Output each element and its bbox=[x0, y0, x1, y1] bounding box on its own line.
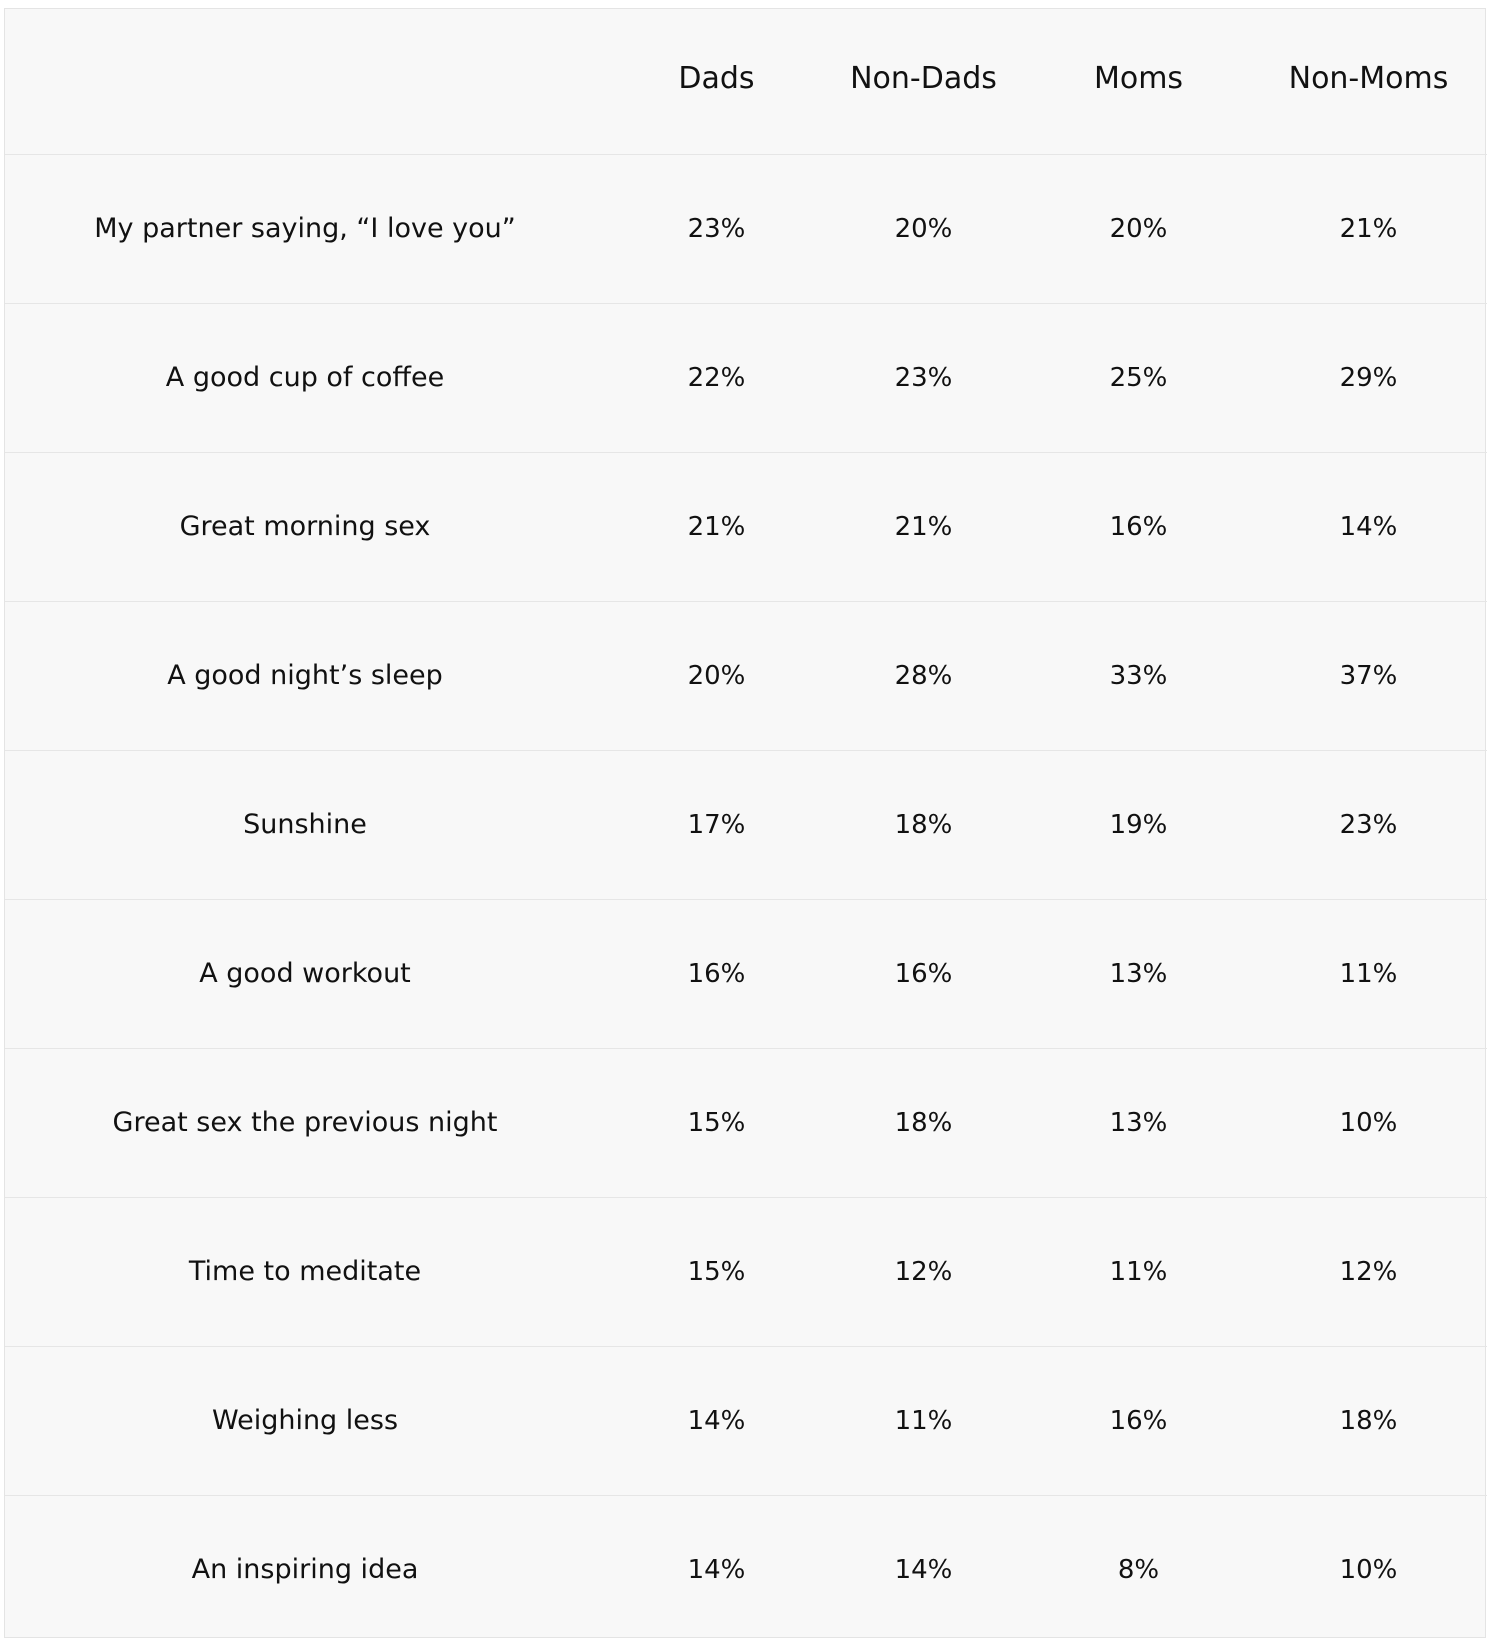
cell-non-dads: 20% bbox=[820, 154, 1027, 303]
comparison-table-container bbox=[4, 8, 1486, 1638]
cell-moms: 13% bbox=[1027, 899, 1250, 1048]
row-label: Weighing less bbox=[5, 1346, 613, 1495]
column-header-non-dads: Non-Dads bbox=[820, 9, 1027, 154]
column-header-dads: Dads bbox=[613, 9, 820, 154]
cell-dads: 15% bbox=[613, 1048, 820, 1197]
row-label: My partner saying, “I love you” bbox=[5, 154, 613, 303]
cell-moms: 16% bbox=[1027, 452, 1250, 601]
cell-non-moms: 18% bbox=[1250, 1346, 1487, 1495]
table-row bbox=[5, 452, 1487, 601]
cell-non-moms: 11% bbox=[1250, 899, 1487, 1048]
column-header-moms: Moms bbox=[1027, 9, 1250, 154]
row-label: A good night’s sleep bbox=[5, 601, 613, 750]
cell-non-dads: 23% bbox=[820, 303, 1027, 452]
row-label: Time to meditate bbox=[5, 1197, 613, 1346]
table-row bbox=[5, 1346, 1487, 1495]
cell-non-dads: 18% bbox=[820, 750, 1027, 899]
comparison-table bbox=[5, 9, 1487, 1644]
cell-non-moms: 29% bbox=[1250, 303, 1487, 452]
cell-non-moms: 23% bbox=[1250, 750, 1487, 899]
row-label: Sunshine bbox=[5, 750, 613, 899]
cell-non-moms: 10% bbox=[1339, 1554, 1398, 1585]
row-label: An inspiring idea bbox=[191, 1554, 419, 1585]
cell-dads: 15% bbox=[613, 1197, 820, 1346]
cell-dads: 14% bbox=[687, 1554, 746, 1585]
table-row bbox=[5, 899, 1487, 1048]
cell-moms: 33% bbox=[1027, 601, 1250, 750]
table-row bbox=[5, 154, 1487, 303]
cell-dads: 17% bbox=[613, 750, 820, 899]
cell-non-dads: 11% bbox=[820, 1346, 1027, 1495]
cell-non-dads: 14% bbox=[894, 1554, 953, 1585]
cell-non-dads: 21% bbox=[820, 452, 1027, 601]
cell-non-dads: 28% bbox=[820, 601, 1027, 750]
cell-moms: 19% bbox=[1027, 750, 1250, 899]
cell-non-moms: 37% bbox=[1250, 601, 1487, 750]
table-row bbox=[5, 303, 1487, 452]
cell-dads: 21% bbox=[613, 452, 820, 601]
cell-non-moms: 21% bbox=[1250, 154, 1487, 303]
cell-moms: 25% bbox=[1027, 303, 1250, 452]
column-header-non-moms: Non-Moms bbox=[1250, 9, 1487, 154]
column-header-label bbox=[5, 9, 613, 154]
table-row bbox=[5, 1197, 1487, 1346]
table-row bbox=[5, 1048, 1487, 1197]
header-row bbox=[5, 9, 1487, 154]
cell-non-moms: 10% bbox=[1250, 1048, 1487, 1197]
cell-non-dads: 18% bbox=[820, 1048, 1027, 1197]
cell-non-moms: 14% bbox=[1250, 452, 1487, 601]
cell-non-dads: 12% bbox=[820, 1197, 1027, 1346]
cell-dads: 20% bbox=[613, 601, 820, 750]
row-label: A good workout bbox=[5, 899, 613, 1048]
cell-dads: 23% bbox=[613, 154, 820, 303]
cell-moms: 13% bbox=[1027, 1048, 1250, 1197]
cell-non-dads: 16% bbox=[820, 899, 1027, 1048]
table-row bbox=[5, 1495, 1487, 1644]
cell-moms: 8% bbox=[1117, 1554, 1160, 1585]
cell-non-moms: 12% bbox=[1250, 1197, 1487, 1346]
row-label: A good cup of coffee bbox=[5, 303, 613, 452]
cell-moms: 16% bbox=[1027, 1346, 1250, 1495]
table-row bbox=[5, 750, 1487, 899]
cell-moms: 11% bbox=[1027, 1197, 1250, 1346]
row-label: Great morning sex bbox=[5, 452, 613, 601]
cell-moms: 20% bbox=[1027, 154, 1250, 303]
row-label: Great sex the previous night bbox=[5, 1048, 613, 1197]
cell-dads: 22% bbox=[613, 303, 820, 452]
cell-dads: 16% bbox=[613, 899, 820, 1048]
table-row bbox=[5, 601, 1487, 750]
cell-dads: 14% bbox=[613, 1346, 820, 1495]
